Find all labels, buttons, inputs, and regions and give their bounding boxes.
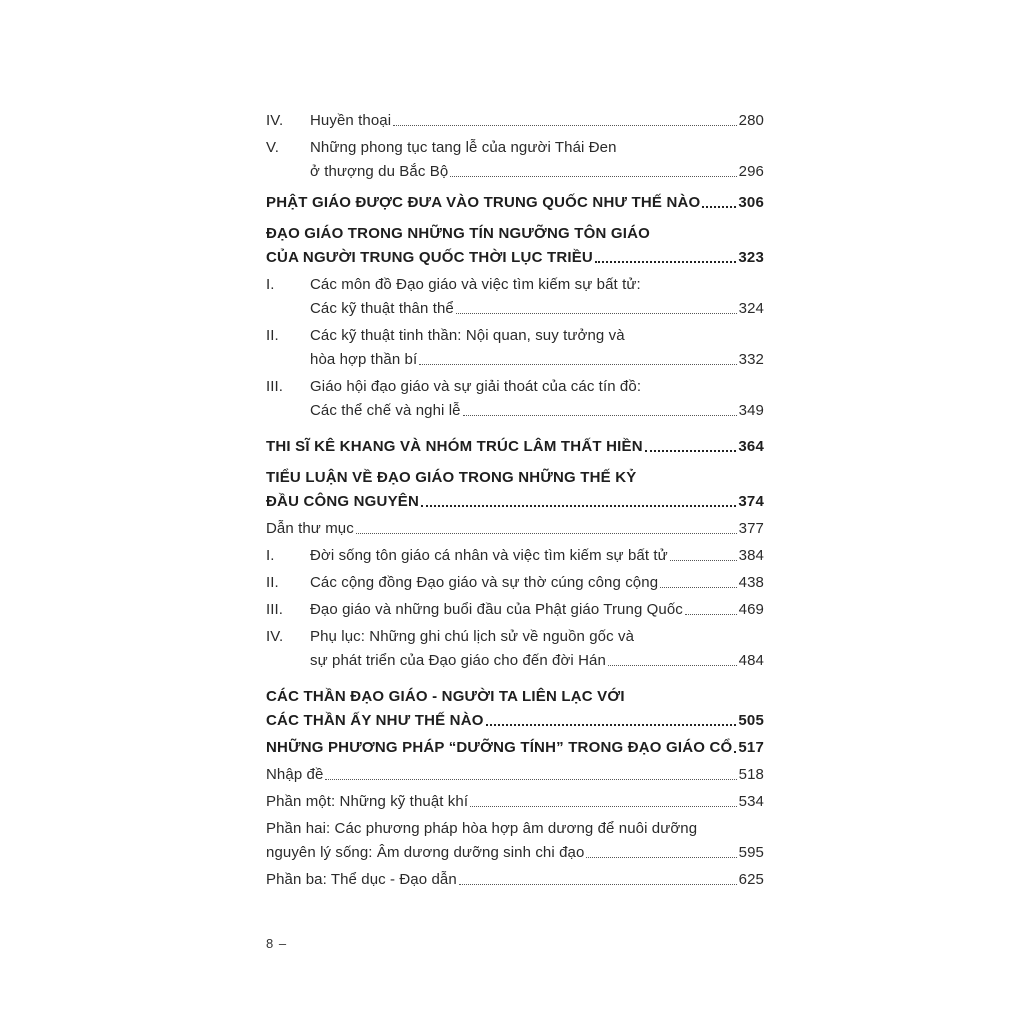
toc-entry-leader-line [310, 297, 764, 321]
toc-section-heading [266, 191, 764, 215]
toc-entry-title: Các kỹ thuật thân thể [310, 300, 454, 317]
toc-entry-leader-line [310, 571, 764, 595]
toc-entry-number: III. [266, 601, 284, 618]
toc-entry-number: I. [266, 547, 275, 564]
toc-entry [266, 109, 764, 133]
toc-entry-title: Đời sống tôn giáo cá nhân và việc tìm kiếm sự bất tử [310, 547, 668, 564]
toc-entry-leader-line [266, 790, 764, 814]
dot-leader [670, 559, 737, 561]
toc-entry [266, 544, 764, 568]
toc-entry [266, 324, 764, 372]
dot-leader [419, 363, 736, 365]
dot-leader [660, 586, 737, 588]
toc-entry-title-line: Các kỹ thuật tinh thần: Nội quan, suy tưởng và [310, 327, 625, 344]
toc-entry-title: Các cộng đồng Đạo giáo và sự thờ cúng công cộng [310, 574, 659, 591]
toc-entry-title: Phần một: Những kỹ thuật khí [266, 793, 469, 810]
toc-entry-title: ở thượng du Bắc Bộ [310, 163, 449, 180]
toc-page-number: 296 [738, 163, 764, 180]
toc-entry-leader-line [310, 544, 764, 568]
toc-entry-title: CÁC THẦN ẤY NHƯ THẾ NÀO [266, 712, 484, 729]
toc-section-heading [266, 736, 764, 760]
toc-entry-leader-line [266, 763, 764, 787]
toc-entry-number: II. [266, 574, 279, 591]
toc-entry [266, 763, 764, 787]
toc-entry-title-line: CÁC THẦN ĐẠO GIÁO - NGƯỜI TA LIÊN LẠC VỚI [266, 688, 625, 705]
toc-entry-title-line: Phụ lục: Những ghi chú lịch sử về nguồn gốc và [310, 628, 635, 645]
toc-entry-leader-line [266, 246, 764, 270]
toc-entry-leader-line [310, 399, 764, 423]
toc-entry-number: IV. [266, 112, 284, 129]
toc-page-number: 280 [738, 112, 764, 129]
toc-entry-title: NHỮNG PHƯƠNG PHÁP “DƯỠNG TÍNH” TRONG ĐẠO GIÁO CỔ [266, 739, 733, 756]
toc-entry-title-line: Phần hai: Các phương pháp hòa hợp âm dương để nuôi dưỡng [266, 820, 698, 837]
toc-entry-leader-line [310, 348, 764, 372]
toc-page-number: 349 [738, 402, 764, 419]
dot-leader [645, 449, 737, 452]
toc-page-number: 484 [738, 652, 764, 669]
toc-entry-title: Dẫn thư mục [266, 520, 354, 537]
toc-entry-title: hòa hợp thần bí [310, 351, 418, 368]
toc-page-number: 332 [738, 351, 764, 368]
dot-leader [463, 414, 737, 416]
dot-leader [608, 664, 737, 666]
dot-leader [459, 883, 737, 885]
toc-entry [266, 273, 764, 321]
toc-entry-number: IV. [266, 628, 284, 645]
toc-entry [266, 625, 764, 673]
table-of-contents [266, 109, 764, 892]
toc-entry-title-line: Các môn đồ Đạo giáo và việc tìm kiếm sự bất tử: [310, 276, 641, 293]
toc-page-number: 374 [738, 493, 764, 510]
toc-entry-title: Phần ba: Thể dục - Đạo dẫn [266, 871, 457, 888]
dot-leader [586, 856, 736, 858]
toc-entry [266, 571, 764, 595]
toc-entry [266, 517, 764, 541]
toc-entry-number: I. [266, 276, 275, 293]
toc-entry-title: THI SĨ KÊ KHANG VÀ NHÓM TRÚC LÂM THẤT HIỀN [266, 438, 643, 455]
toc-page-number: 384 [738, 547, 764, 564]
toc-entry [266, 868, 764, 892]
toc-entry-leader-line [310, 649, 764, 673]
toc-entry [266, 598, 764, 622]
toc-entry [266, 136, 764, 184]
dot-leader [450, 175, 736, 177]
toc-entry-title: Huyền thoại [310, 112, 392, 129]
toc-entry-title: Đạo giáo và những buổi đầu của Phật giáo Trung Quốc [310, 601, 683, 618]
dot-leader [393, 124, 737, 126]
toc-entry-leader-line [310, 598, 764, 622]
toc-entry-leader-line [310, 109, 764, 133]
toc-entry-title: CỦA NGƯỜI TRUNG QUỐC THỜI LỤC TRIỀU [266, 249, 593, 266]
dot-leader [470, 805, 737, 807]
toc-page-number: 324 [738, 300, 764, 317]
dot-leader [595, 260, 736, 263]
toc-page-number: 438 [738, 574, 764, 591]
toc-section-heading [266, 222, 764, 270]
toc-entry-leader-line [266, 868, 764, 892]
toc-section-heading [266, 685, 764, 733]
dot-leader [325, 778, 736, 780]
dot-leader [456, 312, 737, 314]
toc-entry-leader-line [266, 435, 764, 459]
dot-leader [702, 205, 736, 208]
toc-entry [266, 375, 764, 423]
toc-page-number: 505 [738, 712, 764, 729]
toc-entry-title: Nhập đề [266, 766, 324, 783]
toc-entry-leader-line [266, 736, 764, 760]
dot-leader [486, 723, 737, 726]
toc-entry-title: nguyên lý sống: Âm dương dưỡng sinh chi đạo [266, 844, 585, 861]
toc-page-number: 469 [738, 601, 764, 618]
toc-entry-number: V. [266, 139, 279, 156]
dot-leader [734, 750, 736, 753]
toc-entry [266, 790, 764, 814]
toc-entry-title-line: ĐẠO GIÁO TRONG NHỮNG TÍN NGƯỠNG TÔN GIÁO [266, 225, 651, 242]
dot-leader [421, 504, 736, 507]
toc-section-heading [266, 466, 764, 514]
toc-entry-number: II. [266, 327, 279, 344]
toc-section-heading [266, 435, 764, 459]
toc-entry-title: Các thể chế và nghi lễ [310, 402, 461, 419]
toc-page-number: 377 [738, 520, 764, 537]
toc-page-number: 595 [738, 844, 764, 861]
toc-page-number: 517 [738, 739, 764, 756]
toc-entry-title: PHẬT GIÁO ĐƯỢC ĐƯA VÀO TRUNG QUỐC NHƯ THẾ NÀO [266, 194, 701, 211]
toc-entry-leader-line [266, 517, 764, 541]
toc-page-number: 625 [738, 871, 764, 888]
toc-page-number: 306 [738, 194, 764, 211]
toc-entry-leader-line [266, 841, 764, 865]
toc-page-number: 534 [738, 793, 764, 810]
toc-entry-title-line: TIỂU LUẬN VỀ ĐẠO GIÁO TRONG NHỮNG THẾ KỶ [266, 469, 637, 486]
dot-leader [356, 532, 737, 534]
toc-entry-title-line: Giáo hội đạo giáo và sự giải thoát của các tín đồ: [310, 378, 642, 395]
toc-entry-leader-line [266, 490, 764, 514]
toc-entry-title-line: Những phong tục tang lễ của người Thái Đen [310, 139, 617, 156]
toc-page-number: 364 [738, 438, 764, 455]
dot-leader [685, 613, 737, 615]
toc-entry-leader-line [266, 191, 764, 215]
toc-page-number: 323 [738, 249, 764, 266]
toc-entry-title: sự phát triển của Đạo giáo cho đến đời Hán [310, 652, 606, 669]
toc-entry [266, 817, 764, 865]
toc-entry-leader-line [310, 160, 764, 184]
toc-entry-leader-line [266, 709, 764, 733]
page-number: 8 – [266, 936, 288, 951]
toc-entry-title: ĐẦU CÔNG NGUYÊN [266, 493, 420, 510]
toc-entry-number: III. [266, 378, 284, 395]
toc-page-number: 518 [738, 766, 764, 783]
